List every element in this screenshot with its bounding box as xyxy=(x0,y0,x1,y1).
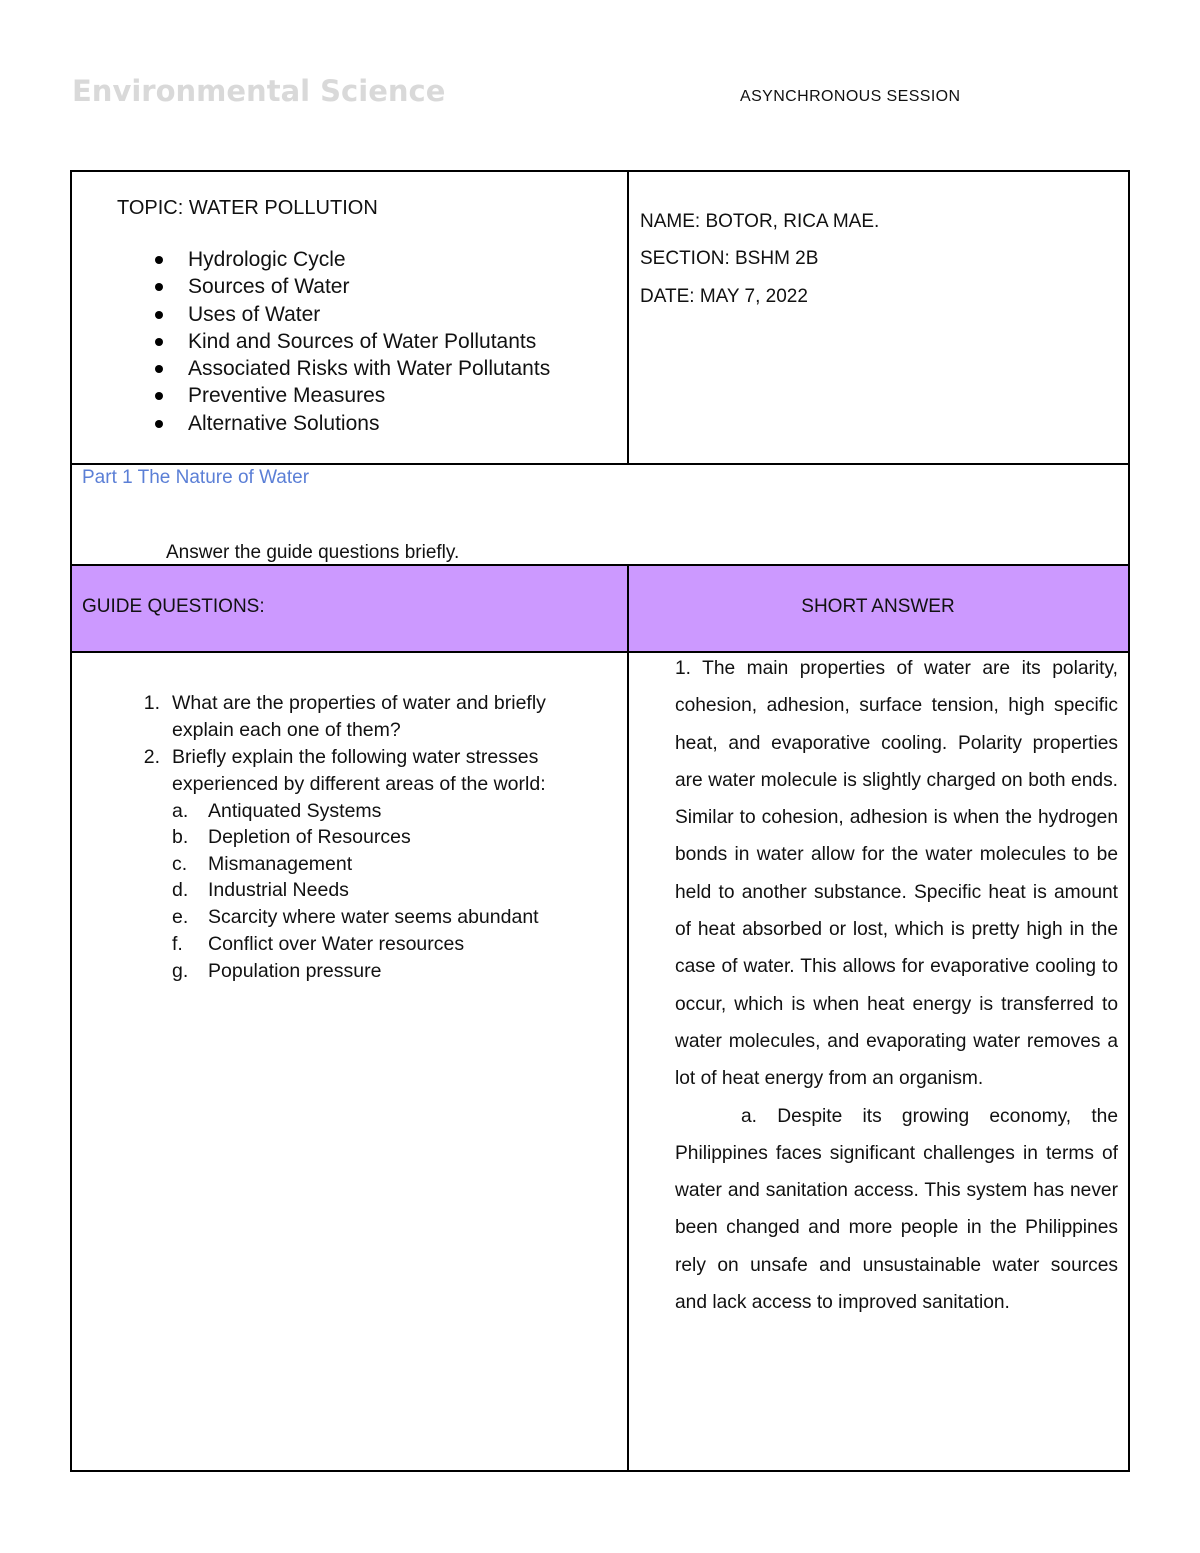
topic-item: Alternative Solutions xyxy=(150,410,550,437)
sub-question-text: Depletion of Resources xyxy=(208,826,411,848)
column-divider-bottom xyxy=(627,564,629,1472)
sub-question-letter: e. xyxy=(172,906,189,928)
session-label: ASYNCHRONOUS SESSION xyxy=(740,88,961,105)
answer-paragraph: a. Despite its growing economy, the Philippines faces significant challenges in terms of water and sanitation access. This system has never been changed and more people in the Philippines rely on unsafe and unsustainable water sources and lack access to improved sanitation. xyxy=(675,1105,1118,1314)
student-section: SECTION: BSHM 2B xyxy=(640,248,819,269)
topic-item: Uses of Water xyxy=(150,301,550,328)
topic-item: Sources of Water xyxy=(150,273,550,300)
sub-question-letter: f. xyxy=(172,933,183,955)
short-answer-block xyxy=(675,650,1118,1321)
sub-question-text: Scarcity where water seems abundant xyxy=(208,906,539,928)
row-divider-2 xyxy=(70,564,1130,566)
short-answer-header: SHORT ANSWER xyxy=(801,596,955,617)
submission-date: DATE: MAY 7, 2022 xyxy=(640,286,808,307)
topic-item: Kind and Sources of Water Pollutants xyxy=(150,328,550,355)
student-name: NAME: BOTOR, RICA MAE. xyxy=(640,211,880,232)
sub-question-text: Mismanagement xyxy=(208,853,353,875)
question-number: 2. xyxy=(143,746,160,768)
sub-question-letter: g. xyxy=(172,960,189,982)
sub-question-letter: b. xyxy=(172,826,189,848)
topic-list xyxy=(150,246,550,437)
sub-question-letter: a. xyxy=(172,800,189,822)
question-text: experienced by different areas of the world: xyxy=(172,773,546,795)
question-text: Briefly explain the following water stresses xyxy=(172,746,539,768)
guide-questions-header: GUIDE QUESTIONS: xyxy=(82,596,265,617)
sub-question-text: Industrial Needs xyxy=(208,879,349,901)
column-divider-top xyxy=(627,170,629,465)
sub-question-text: Antiquated Systems xyxy=(208,800,382,822)
sub-question-text: Conflict over Water resources xyxy=(208,933,465,955)
question-text: explain each one of them? xyxy=(172,719,401,741)
part-title: Part 1 The Nature of Water xyxy=(82,467,310,488)
topic-item: Hydrologic Cycle xyxy=(150,246,550,273)
instruction-text: Answer the guide questions briefly. xyxy=(166,542,460,563)
topic-item: Associated Risks with Water Pollutants xyxy=(150,355,550,382)
sub-question-text: Population pressure xyxy=(208,960,382,982)
sub-question-letter: d. xyxy=(172,879,189,901)
row-divider-1 xyxy=(70,463,1130,465)
question-number: 1. xyxy=(143,692,160,714)
question-text: What are the properties of water and briefly xyxy=(172,692,546,714)
topic-item: Preventive Measures xyxy=(150,382,550,409)
topic-label: TOPIC: WATER POLLUTION xyxy=(117,197,378,219)
course-title: Environmental Science xyxy=(72,74,446,108)
sub-question-letter: c. xyxy=(172,853,188,875)
answer-paragraph: 1. The main properties of water are its polarity, cohesion, adhesion, surface tension, high specific heat, and evaporative cooling. Polarity properties are water molecule is slightly charged on both ends. Similar to cohesion, adhesion is when the hydrogen bonds in water allow for the water molecules to be held to another substance. Specific heat is amount of heat absorbed or lost, which is pretty high in the case of water. This allows for evaporative cooling to occur, which is when heat energy is transferred to water molecules, and evaporating water removes a lot of heat energy from an organism. xyxy=(675,658,1118,1090)
